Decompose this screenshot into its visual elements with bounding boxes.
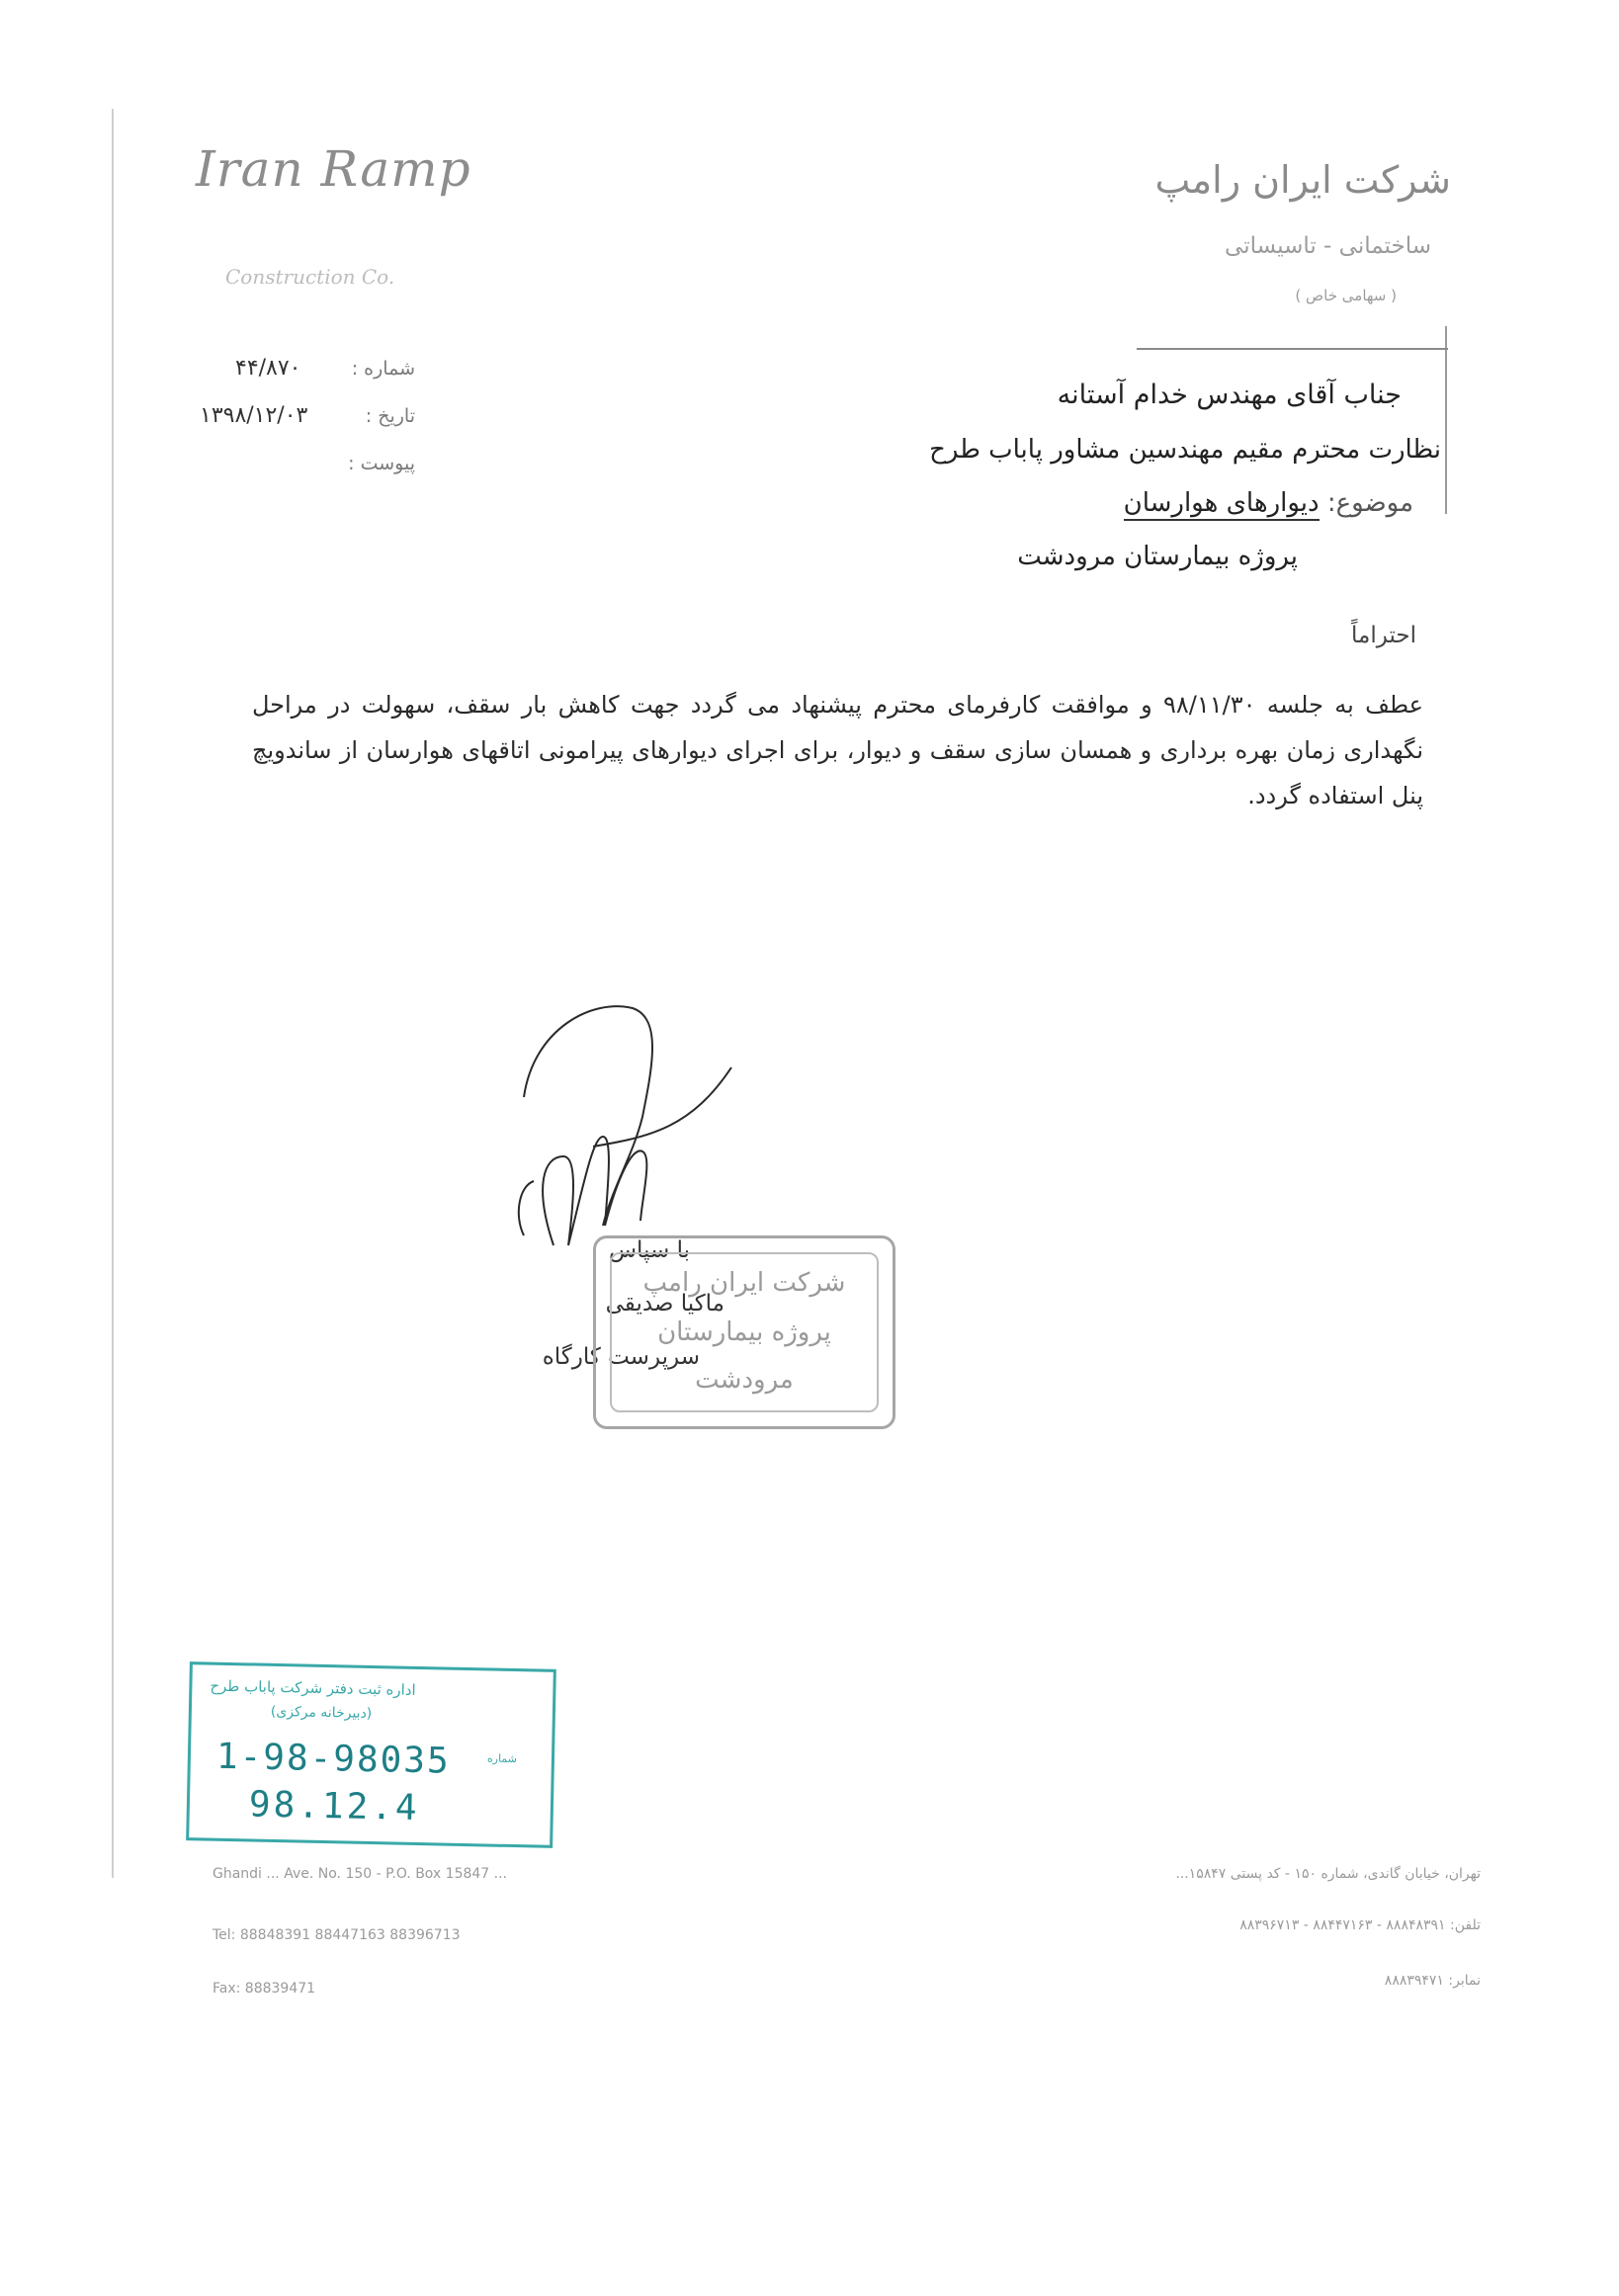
received-stamp-date: 98.12.4 xyxy=(248,1784,421,1829)
subject-value: دیوارهای هوارسان xyxy=(1124,488,1320,521)
received-stamp-office: اداره ثبت دفتر شرکت پاباب طرح xyxy=(210,1676,416,1699)
number-label: شماره : xyxy=(351,358,415,380)
company-subtitle-latin: Construction Co. xyxy=(225,265,395,289)
company-type-persian: ( سهامی خاص ) xyxy=(1295,287,1397,304)
footer-address-fa: تهران، خیابان گاندی، شماره ۱۵۰ - کد پستی ۱۵۸۴۷... xyxy=(1175,1866,1481,1882)
left-margin-rule xyxy=(112,109,114,1878)
company-name-latin: Iran Ramp xyxy=(196,140,471,198)
number-value: ۴۴/۸۷۰ xyxy=(235,356,301,381)
footer-fax-fa: نمابر: ۸۸۸۳۹۴۷۱ xyxy=(1384,1973,1481,1989)
footer-phone-fa: تلفن: ۸۸۸۴۸۳۹۱ - ۸۸۴۴۷۱۶۳ - ۸۸۳۹۶۷۱۳ xyxy=(1239,1917,1481,1933)
received-stamp-number-label: شماره xyxy=(486,1751,518,1766)
greeting: احتراماً xyxy=(1351,623,1416,648)
company-stamp-line1: شرکت ایران رامپ xyxy=(642,1268,846,1298)
closing-thanks: با سپاس xyxy=(608,1237,690,1263)
footer-fax-en: Fax: 88839471 xyxy=(213,1981,316,1997)
attachment-label: پیوست : xyxy=(348,453,415,474)
footer-phone-en: Tel: 88848391 88447163 88396713 xyxy=(213,1927,461,1943)
company-stamp-line2: پروژه بیمارستان xyxy=(657,1318,831,1347)
supervisor-line: نظارت محترم مقیم مهندسین مشاور پاباب طرح xyxy=(929,435,1441,465)
header-divider xyxy=(1137,348,1448,350)
footer-address-en: Ghandi ... Ave. No. 150 - P.O. Box 15847 ... xyxy=(213,1866,507,1882)
project-line: پروژه بیمارستان مرودشت xyxy=(1017,542,1298,571)
received-stamp-secretariat: (دبیرخانه مرکزی) xyxy=(270,1703,373,1723)
company-stamp xyxy=(593,1235,895,1429)
company-stamp-line3: مرودشت xyxy=(695,1365,794,1395)
company-subtitle-persian: ساختمانی - تاسیساتی xyxy=(1225,233,1431,259)
signer-title: سرپرست کارگاه xyxy=(542,1344,700,1370)
signer-name: ماکیا صدیقی xyxy=(605,1291,724,1317)
letter-body: عطف به جلسه ۹۸/۱۱/۳۰ و موافقت کارفرمای محترم پیشنهاد می گردد جهت کاهش بار سقف، سهولت در مراحل نگهداری زمان بهره برداری و همسان سازی سقف و دیوار، برای اجرای دیوارهای پیرامونی اتاقهای هوارسان از ساندویچ پنل استفاده گردد. xyxy=(252,691,1423,809)
date-value: ۱۳۹۸/۱۲/۰۳ xyxy=(200,403,308,428)
company-name-persian: شرکت ایران رامپ xyxy=(1154,158,1451,202)
date-label: تاریخ : xyxy=(365,405,415,427)
subject-label: موضوع: xyxy=(1326,488,1413,518)
right-margin-rule xyxy=(1445,326,1447,514)
received-stamp-number: 1-98-98035 xyxy=(215,1736,452,1782)
received-stamp xyxy=(186,1661,556,1848)
subject-line xyxy=(1124,488,1413,518)
recipient: جناب آقای مهندس خدام آستانه xyxy=(1057,380,1402,410)
